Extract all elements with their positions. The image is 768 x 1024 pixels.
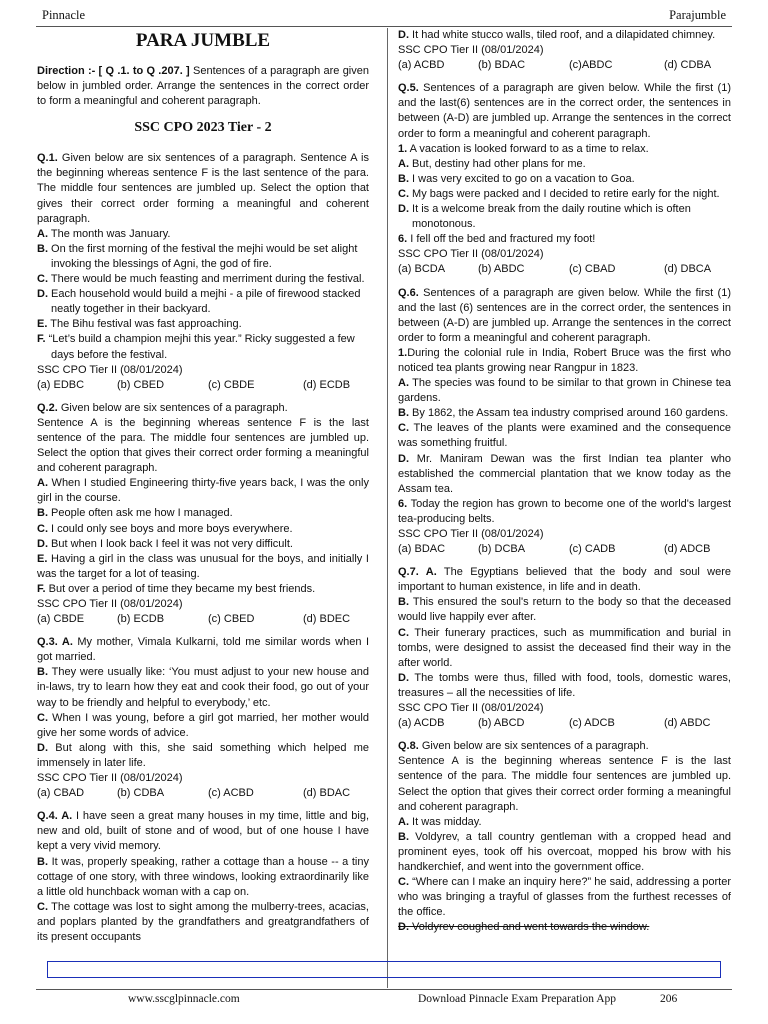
sentence — [398, 497, 731, 527]
sentence-key: B. — [398, 407, 409, 420]
sentence — [37, 552, 369, 582]
sentence-key: E. — [37, 552, 48, 565]
sentence-text: It is a welcome break from the daily routine which is often monotonous. — [409, 203, 691, 231]
sentence — [37, 665, 369, 710]
sentence-key: A. — [398, 157, 409, 170]
right-column — [398, 28, 731, 988]
question-2-stem — [37, 401, 369, 416]
sentence — [37, 242, 369, 272]
option-a[interactable]: (a) ACDB — [398, 717, 445, 730]
exam-source: SSC CPO Tier II (08/01/2024) — [37, 772, 183, 785]
sentence-key: B. — [37, 507, 48, 520]
option-d[interactable]: (d) DBCA — [664, 263, 712, 276]
sentence-key: B. — [398, 830, 409, 843]
sentence-key: B. — [37, 242, 48, 255]
sentence — [398, 830, 731, 875]
sentence-text: During the colonial rule in India, Robert Bruce was the first who noticed tea plants growing near Rangpur in 1823. — [398, 346, 731, 374]
question-number: Q.4. A. — [37, 810, 73, 823]
sentence — [37, 227, 369, 242]
direction-text — [37, 64, 369, 109]
sentence-key: D. — [398, 671, 409, 684]
sentence-text: But, destiny had other plans for me. — [409, 157, 586, 170]
option-d[interactable]: (d) BDEC — [303, 613, 351, 626]
header-publisher: Pinnacle — [42, 8, 86, 22]
sentence — [398, 28, 731, 43]
footer-website[interactable]: www.sscglpinnacle.com — [128, 993, 240, 1005]
sentence-key: D. — [398, 203, 409, 216]
option-c[interactable]: (c)ABDC — [569, 59, 613, 72]
sentence-text: “Let’s build a champion mejhi this year.” Ricky suggested a few days before the festival. — [45, 333, 355, 361]
option-b[interactable]: (b) BDAC — [478, 59, 526, 72]
question-text: The Egyptians believed that the body and soul were important to human existence, in life and in death. — [398, 566, 731, 594]
option-a[interactable]: (a) EDBC — [37, 378, 85, 391]
sentence-text: The species was found to be similar to that grown in Chinese tea gardens. — [398, 377, 731, 405]
column-divider — [387, 28, 388, 988]
option-d[interactable]: (d) CDBA — [664, 59, 712, 72]
sentence — [398, 202, 731, 232]
answer-options — [37, 786, 369, 801]
option-a[interactable]: (a) BDAC — [398, 543, 446, 556]
question-7-stem — [398, 565, 731, 595]
sentence-key: C. — [398, 187, 409, 200]
question-2-stem-cont: Sentence A is the beginning whereas sentence F is the last sentence of the para. The middle four sentences are jumbled up. Select the option that gives their correct order forming a meaningful and coherent paragraph. — [37, 416, 369, 475]
sentence-key: B. — [37, 666, 48, 679]
sentence-text: But along with this, she said something which helped me immensely in later life. — [37, 741, 369, 769]
sentence-text: Voldyrev, a tall country gentleman with a cropped head and prominent eyes, took off his overcoat, mopped his brow with his handkerchief, and went into the government office. — [398, 830, 731, 873]
sentence-text: It was midday. — [409, 815, 482, 828]
exam-source: SSC CPO Tier II (08/01/2024) — [398, 44, 544, 57]
sentence-key: D. — [37, 741, 48, 754]
option-b[interactable]: (b) ECDB — [117, 613, 165, 626]
option-a[interactable]: (a) BCDA — [398, 263, 446, 276]
sentence — [398, 875, 731, 920]
question-text: Given below are six sentences of a paragraph. — [57, 401, 288, 414]
sentence-text: “Where can I make an inquiry here?” he said, addressing a porter who was bringing a trayful of glasses from the furthest recesses of the office. — [398, 876, 731, 919]
option-b[interactable]: (b) CBED — [117, 378, 165, 391]
question-text: Sentences of a paragraph are given below. While the first (1) and the last(6) sentences are in the correct order, the sentences in between (A-D) are jumbled up. Arrange the sentences in the correct order to form a meaningful and coherent paragraph. — [398, 82, 731, 140]
sentence — [37, 522, 369, 537]
option-c[interactable]: (c) ACBD — [208, 787, 254, 800]
sentence-text: This ensured the soul's return to the body so that the deceased would live happily ever after. — [398, 596, 731, 624]
footer-divider — [36, 989, 732, 990]
sentence-text: I could only see boys and more boys everywhere. — [48, 522, 293, 535]
option-a[interactable]: (a) ACBD — [398, 59, 445, 72]
question-text: Given below are six sentences of a paragraph. Sentence A is the beginning whereas sentence F is the last sentence of the para. The middle four sentences are jumbled up. Select the option that gives their correct order forming a meaningful and coherent paragraph. — [37, 152, 369, 225]
sentence-key: B. — [37, 855, 48, 868]
page-number: 206 — [660, 993, 678, 1005]
sentence-key: 6. — [398, 233, 408, 246]
sentence-key: A. — [398, 377, 409, 390]
option-d[interactable]: (d) ABDC — [664, 717, 711, 730]
question-text: I have seen a great many houses in my time, little and big, new and old, built of stone and of wood, but of one house I have kept a very vivid memory. — [37, 810, 369, 853]
sentence — [37, 332, 369, 362]
answer-options — [398, 542, 731, 557]
section-subtitle: SSC CPO 2023 Tier - 2 — [134, 120, 272, 136]
option-b[interactable]: (b) CDBA — [117, 787, 165, 800]
sentence-text: When I studied Engineering thirty-five years back, I was the only girl in the course. — [37, 477, 369, 505]
sentence-text: The leaves of the plants were examined and the consequence was something fruitful. — [398, 422, 731, 450]
sentence — [37, 900, 369, 945]
sentence — [37, 272, 369, 287]
sentence — [37, 287, 369, 317]
sentence-key: 1. — [398, 142, 408, 155]
sentence — [37, 855, 369, 900]
sentence-key: F. — [37, 333, 46, 346]
question-number: Q.6. — [398, 286, 419, 299]
sentence — [398, 595, 731, 625]
option-d[interactable]: (d) ADCB — [664, 543, 711, 556]
sentence — [398, 142, 731, 157]
option-c[interactable]: (c) CBED — [208, 613, 255, 626]
sentence — [37, 711, 369, 741]
sentence — [398, 920, 731, 935]
sentence — [398, 452, 731, 497]
sentence-text: Having a girl in the class was unusual for the boys, and initially I was the target for a lot of teasing. — [37, 552, 369, 580]
question-number: Q.1. — [37, 152, 58, 165]
sentence-key: F. — [37, 582, 46, 595]
sentence-key: C. — [398, 876, 409, 889]
sentence — [37, 582, 369, 597]
question-text: Given below are six sentences of a paragraph. — [418, 740, 649, 753]
sentence — [37, 537, 369, 552]
sentence — [398, 421, 731, 451]
sentence — [37, 317, 369, 332]
sentence — [37, 476, 369, 506]
question-5-stem — [398, 81, 731, 141]
header-section: Parajumble — [669, 8, 726, 22]
exam-source: SSC CPO Tier II (08/01/2024) — [37, 598, 183, 610]
sentence — [398, 232, 731, 247]
sentence-key: C. — [398, 422, 409, 435]
sentence-key: A. — [37, 477, 48, 490]
sentence-text: There would be much feasting and merriment during the festival. — [48, 273, 365, 286]
answer-options — [398, 716, 731, 731]
option-b[interactable]: (b) ABCD — [478, 717, 525, 730]
sentence-text: The Bihu festival was fast approaching. — [47, 318, 242, 331]
footer-app-promo: Download Pinnacle Exam Preparation App — [418, 993, 617, 1005]
question-4-stem — [37, 809, 369, 854]
sentence — [398, 346, 731, 376]
page-title: PARA JUMBLE — [135, 30, 271, 51]
answer-options — [37, 378, 369, 393]
exam-source: SSC CPO Tier II (08/01/2024) — [398, 702, 544, 715]
question-number: Q.5. — [398, 82, 419, 95]
sentence — [398, 376, 731, 406]
question-1-stem — [37, 151, 369, 226]
option-a[interactable]: (a) CBAD — [37, 787, 85, 800]
sentence-text: Their funerary practices, such as mummification and burial in tombs, were designed to assist the deceased find their way in the after world. — [398, 626, 731, 669]
question-number: Q.8. — [398, 740, 419, 753]
answer-options — [398, 58, 731, 73]
sentence-key: E. — [37, 318, 48, 331]
option-a[interactable]: (a) CBDE — [37, 613, 85, 626]
sentence — [37, 506, 369, 521]
option-b[interactable]: (b) DCBA — [478, 543, 526, 556]
question-6-stem — [398, 286, 731, 346]
sentence-text: My bags were packed and I decided to retire early for the night. — [409, 187, 720, 200]
sentence-key: C. — [398, 626, 409, 639]
question-8-stem — [398, 739, 731, 754]
sentence-key: C. — [37, 522, 48, 535]
sentence — [398, 626, 731, 671]
sentence-text: But over a period of time they became my best friends. — [45, 582, 316, 595]
sentence-text: They were usually like: ‘You must adjust to your new house and in-laws, try to learn how they eat and cook their food, go out of your way to be friendly and helpful to everybody,’ etc. — [37, 666, 369, 709]
sentence-text: It had white stucco walls, tiled roof, and a dilapidated chimney. — [409, 29, 716, 41]
sentence-text: Today the region has grown to become one of the world's largest tea-producing belts. — [398, 497, 731, 525]
sentence-key: B. — [398, 172, 409, 185]
option-c[interactable]: (c) CBAD — [569, 263, 616, 276]
sentence — [398, 157, 731, 172]
sentence-key: B. — [398, 596, 409, 609]
answer-options — [37, 612, 369, 627]
option-d[interactable]: (d) ECDB — [303, 378, 351, 391]
sentence-key: C. — [37, 711, 48, 724]
page-header — [42, 8, 726, 26]
left-column — [37, 28, 369, 988]
question-number: Q.3. A. — [37, 636, 73, 649]
sentence-text: A vacation is looked forward to as a time to relax. — [407, 142, 649, 155]
sentence-text: People often ask me how I managed. — [48, 507, 233, 520]
direction-body: Sentences of a paragraph are given below in jumbled order. Arrange the sentences in the correct order to form a meaningful and coherent paragraph. — [37, 65, 369, 108]
sentence — [398, 187, 731, 202]
sentence-key: A. — [37, 227, 48, 240]
sentence-text: I was very excited to go on a vacation to Goa. — [409, 172, 635, 185]
answer-options — [398, 262, 731, 277]
sentence-text: Each household would build a mejhi - a pile of firewood stacked neatly together in their backyard. — [48, 288, 361, 316]
sentence-text: The month was January. — [48, 227, 171, 240]
exam-source: SSC CPO Tier II (08/01/2024) — [37, 363, 183, 376]
sentence-key: D. — [398, 921, 409, 934]
sentence-text: I fell off the bed and fractured my foot! — [407, 233, 596, 246]
question-number: Q.2. — [37, 401, 58, 414]
sentence-key: C. — [37, 273, 48, 286]
exam-source: SSC CPO Tier II (08/01/2024) — [398, 528, 544, 540]
sentence-key: 6. — [398, 497, 408, 510]
sentence-text: Mr. Maniram Dewan was the first Indian tea planter who established the commercial plantation that we know today as the Assam tea. — [398, 452, 731, 495]
direction-label: Direction :- [ Q .1. to Q .207. ] — [37, 65, 190, 77]
option-d[interactable]: (d) BDAC — [303, 787, 351, 800]
sentence-key: A. — [398, 815, 409, 828]
sentence-text: Voldyrev coughed and went towards the window. — [409, 921, 650, 934]
option-c[interactable]: (c) ADCB — [569, 717, 615, 730]
sentence — [398, 815, 731, 830]
option-c[interactable]: (c) CADB — [569, 543, 616, 556]
question-text: My mother, Vimala Kulkarni, told me similar words when I got married. — [37, 636, 369, 664]
sentence-key: D. — [37, 288, 48, 301]
question-3-stem — [37, 635, 369, 665]
sentence-text: The cottage was lost to sight among the mulberry-trees, acacias, and poplars planted by the grandfathers and greatgrandfathers of its present occupants — [37, 900, 369, 943]
question-number: Q.7. A. — [398, 566, 437, 579]
sentence-key: D. — [37, 537, 48, 550]
sentence-text: On the first morning of the festival the mejhi would be set alight invoking the blessings of Agni, the god of fire. — [48, 242, 358, 270]
sentence-text: It was, properly speaking, rather a cottage than a house -- a tiny cottage of one story, with three windows, looking extraordinarily like a little old hunchback woman with a cap on. — [37, 855, 369, 898]
sentence-text: When I was young, before a girl got married, her mother would give her some words of advice. — [37, 711, 369, 739]
sentence-key: D. — [398, 29, 409, 41]
option-c[interactable]: (c) CBDE — [208, 378, 255, 391]
sentence — [398, 671, 731, 701]
sentence — [37, 741, 369, 771]
sentence-key: D. — [398, 452, 409, 465]
sentence-text: By 1862, the Assam tea industry comprised around 160 gardens. — [409, 407, 729, 420]
option-b[interactable]: (b) ABDC — [478, 263, 525, 276]
exam-source: SSC CPO Tier II (08/01/2024) — [398, 248, 544, 261]
text-selection-box[interactable] — [47, 961, 721, 978]
sentence — [398, 172, 731, 187]
question-text: Sentences of a paragraph are given below. While the first (1) and the last (6) sentences are in the correct order, the sentences in between (A-D) are jumbled up. Arrange the sentences in the correct order to form a meaningful and coherent paragraph. — [398, 286, 731, 344]
question-8-stem-cont: Sentence A is the beginning whereas sentence F is the last sentence of the para. The middle four sentences are jumbled up. Select the option that gives their correct order forming a meaningful and coherent paragraph. — [398, 755, 731, 813]
header-divider — [36, 26, 732, 27]
sentence — [398, 406, 731, 421]
sentence-key: 1. — [398, 346, 408, 359]
sentence-text: The tombs were thus, filled with food, tools, domestic wares, treasures – all the necessities of life. — [398, 671, 731, 699]
sentence-key: C. — [37, 900, 48, 913]
sentence-text: But when I look back I feel it was not very difficult. — [48, 537, 293, 550]
